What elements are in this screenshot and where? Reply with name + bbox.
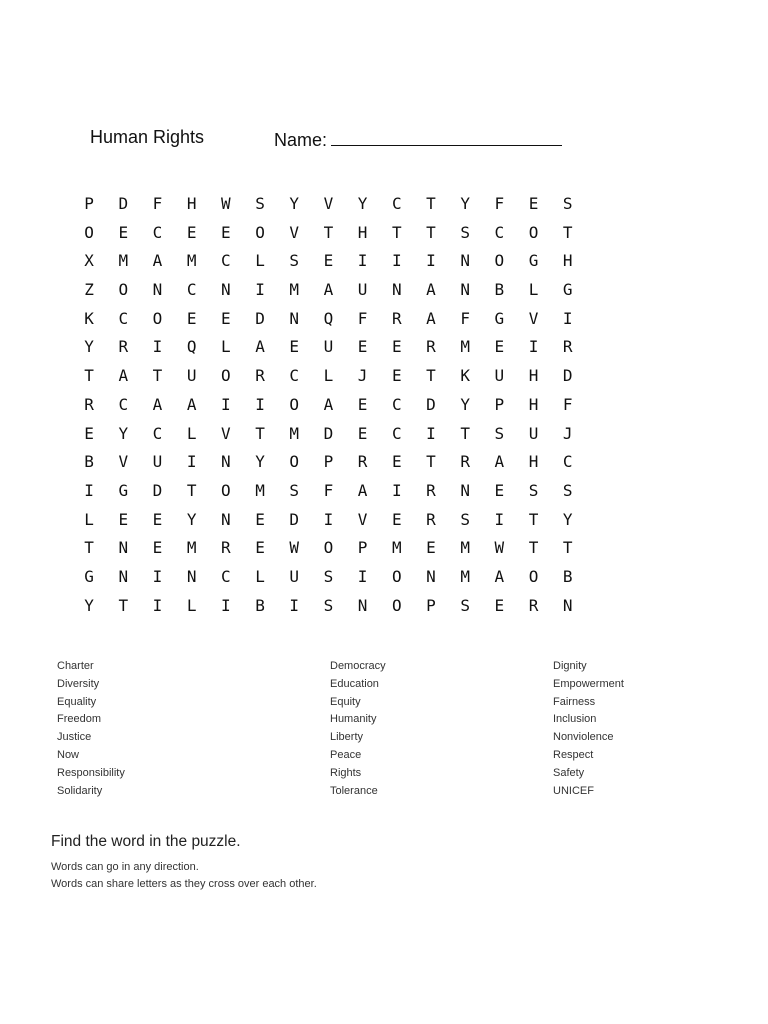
puzzle-letter: M: [460, 337, 470, 357]
word-bank-item: Now: [57, 748, 80, 761]
puzzle-letter: I: [562, 308, 573, 328]
puzzle-letter: R: [255, 366, 265, 386]
puzzle-letter: T: [562, 222, 573, 242]
puzzle-letter: E: [357, 423, 368, 443]
puzzle-letter: R: [460, 452, 470, 472]
worksheet-title: Human Rights: [90, 127, 205, 147]
word-bank-item: Liberty: [330, 731, 364, 744]
puzzle-letter: T: [426, 194, 436, 213]
puzzle-letter: L: [186, 595, 197, 615]
puzzle-letter: N: [118, 538, 129, 558]
puzzle-letter: E: [221, 222, 231, 242]
puzzle-letter: Y: [460, 394, 470, 414]
puzzle-letter: L: [221, 337, 231, 357]
word-bank-item: Tolerance: [330, 784, 378, 797]
puzzle-letter: N: [221, 509, 231, 529]
puzzle-letter: E: [221, 308, 231, 328]
puzzle-letter: W: [494, 538, 505, 558]
puzzle-letter: O: [391, 566, 402, 586]
puzzle-letter: E: [391, 509, 402, 529]
word-bank-item: Charter: [57, 660, 94, 672]
word-bank-item: Education: [330, 677, 379, 690]
word-bank-item: Democracy: [330, 660, 386, 672]
puzzle-letter: O: [391, 595, 402, 615]
puzzle-letter: K: [84, 308, 94, 328]
puzzle-letter: V: [118, 452, 129, 472]
puzzle-letter: E: [152, 538, 163, 558]
puzzle-letter: M: [289, 423, 300, 443]
puzzle-letter: H: [528, 366, 539, 386]
puzzle-letter: T: [323, 222, 334, 242]
word-bank: [57, 658, 697, 808]
puzzle-letter: C: [494, 222, 505, 242]
puzzle-letter: E: [186, 222, 197, 242]
puzzle-letter: N: [221, 452, 231, 472]
word-bank-item: Peace: [330, 748, 362, 761]
puzzle-letter: P: [84, 194, 94, 213]
puzzle-letter: G: [118, 480, 129, 500]
word-bank-item: Responsibility: [57, 766, 125, 779]
puzzle-letter: S: [460, 595, 470, 615]
puzzle-letter: C: [221, 566, 231, 586]
word-bank-item: Dignity: [553, 660, 587, 672]
name-label: Name:: [274, 130, 328, 150]
puzzle-letter: O: [528, 222, 539, 242]
word-search-grid: [72, 190, 585, 620]
word-bank-item: Freedom: [57, 713, 102, 726]
puzzle-letter: O: [84, 222, 94, 242]
puzzle-letter: D: [152, 480, 163, 500]
puzzle-letter: A: [186, 394, 197, 414]
puzzle-letter: R: [84, 394, 94, 414]
puzzle-letter: O: [289, 452, 300, 472]
puzzle-letter: H: [357, 222, 368, 242]
puzzle-letter: Z: [84, 280, 94, 300]
puzzle-letter: E: [494, 480, 505, 500]
puzzle-letter: S: [289, 251, 300, 271]
word-bank-item: Inclusion: [553, 713, 597, 726]
puzzle-letter: N: [289, 308, 300, 328]
puzzle-letter: E: [357, 394, 368, 414]
puzzle-letter: O: [255, 222, 265, 242]
puzzle-letter: O: [221, 366, 231, 386]
puzzle-letter: M: [186, 538, 197, 558]
puzzle-letter: O: [221, 480, 231, 500]
puzzle-letter: C: [391, 194, 402, 213]
puzzle-letter: T: [426, 366, 436, 386]
puzzle-letter: M: [255, 480, 265, 500]
puzzle-letter: C: [391, 423, 402, 443]
puzzle-letter: O: [494, 251, 505, 271]
word-bank-item: Solidarity: [57, 784, 103, 797]
puzzle-letter: C: [152, 222, 163, 242]
puzzle-letter: E: [118, 509, 129, 529]
puzzle-letter: I: [426, 251, 436, 271]
puzzle-letter: M: [118, 251, 129, 271]
puzzle-letter: N: [221, 280, 231, 300]
puzzle-letter: U: [152, 452, 163, 472]
word-bank-column-1: [57, 658, 125, 800]
puzzle-letter: Y: [357, 194, 368, 213]
puzzle-letter: D: [323, 423, 334, 443]
word-bank-column-3: [553, 658, 624, 800]
puzzle-letter: D: [255, 308, 265, 328]
puzzle-letter: T: [562, 538, 573, 558]
puzzle-letter: D: [426, 394, 436, 414]
puzzle-letter: I: [494, 509, 505, 529]
puzzle-letter: N: [118, 566, 129, 586]
puzzle-letter: R: [426, 480, 436, 500]
name-blank-line: [331, 127, 562, 146]
instructions-heading: Find the word in the puzzle.: [51, 833, 241, 850]
puzzle-letter: B: [494, 280, 505, 300]
puzzle-letter: C: [221, 251, 231, 271]
puzzle-letter: V: [528, 308, 539, 328]
puzzle-letter: D: [562, 366, 573, 386]
puzzle-letter: R: [221, 538, 231, 558]
puzzle-letter: C: [118, 308, 129, 328]
puzzle-letter: B: [84, 452, 94, 472]
word-bank-item: Fairness: [553, 695, 596, 708]
puzzle-letter: I: [221, 394, 231, 414]
instructions: [51, 833, 651, 892]
puzzle-letter: I: [391, 251, 402, 271]
puzzle-letter: I: [84, 480, 94, 500]
puzzle-letter: E: [323, 251, 334, 271]
puzzle-letter: C: [152, 423, 163, 443]
puzzle-letter: E: [391, 366, 402, 386]
puzzle-letter: F: [357, 308, 368, 328]
puzzle-letter: M: [460, 566, 470, 586]
puzzle-letter: I: [255, 280, 265, 300]
puzzle-letter: A: [494, 566, 505, 586]
puzzle-letter: P: [494, 394, 505, 414]
word-bank-item: UNICEF: [553, 784, 594, 797]
puzzle-letter: A: [255, 337, 265, 357]
puzzle-letter: O: [118, 280, 129, 300]
puzzle-letter: U: [186, 366, 197, 386]
puzzle-letter: N: [460, 280, 470, 300]
puzzle-letter: E: [84, 423, 94, 443]
word-bank-column-2: [330, 658, 386, 800]
puzzle-letter: I: [357, 251, 368, 271]
puzzle-letter: O: [289, 394, 300, 414]
puzzle-letter: T: [460, 423, 470, 443]
puzzle-letter: X: [84, 251, 94, 271]
puzzle-letter: L: [84, 509, 94, 529]
puzzle-letter: S: [528, 480, 539, 500]
puzzle-letter: U: [528, 423, 539, 443]
puzzle-letter: Y: [84, 595, 94, 615]
puzzle-letter: N: [426, 566, 436, 586]
puzzle-letter: E: [118, 222, 129, 242]
puzzle-letter: A: [426, 308, 436, 328]
puzzle-letter: V: [323, 194, 334, 213]
puzzle-letter: V: [289, 222, 300, 242]
puzzle-letter: G: [494, 308, 505, 328]
puzzle-letter: N: [391, 280, 402, 300]
puzzle-letter: L: [255, 566, 265, 586]
puzzle-letter: E: [357, 337, 368, 357]
puzzle-letter: A: [118, 366, 129, 386]
puzzle-letter: I: [391, 480, 402, 500]
puzzle-letter: S: [289, 480, 300, 500]
puzzle-letter: O: [323, 538, 334, 558]
puzzle-letter: F: [460, 308, 470, 328]
puzzle-letter: N: [562, 595, 573, 615]
puzzle-letter: A: [152, 394, 163, 414]
puzzle-letter: E: [391, 452, 402, 472]
puzzle-letter: H: [186, 194, 197, 213]
puzzle-letter: T: [84, 366, 94, 386]
puzzle-letter: U: [494, 366, 505, 386]
instructions-line: Words can go in any direction.: [51, 861, 199, 873]
puzzle-letter: T: [152, 366, 163, 386]
puzzle-letter: F: [323, 480, 334, 500]
puzzle-letter: C: [186, 280, 197, 300]
puzzle-letter: E: [255, 538, 265, 558]
puzzle-letter: S: [255, 194, 265, 213]
puzzle-letter: C: [118, 394, 129, 414]
puzzle-letter: E: [528, 194, 539, 213]
puzzle-letter: E: [426, 538, 436, 558]
puzzle-letter: A: [494, 452, 505, 472]
puzzle-letter: I: [186, 452, 197, 472]
puzzle-letter: L: [255, 251, 265, 271]
puzzle-letter: A: [152, 251, 163, 271]
word-bank-item: Humanity: [330, 713, 377, 726]
puzzle-letter: A: [323, 394, 334, 414]
puzzle-letter: E: [494, 595, 505, 615]
puzzle-letter: E: [186, 308, 197, 328]
puzzle-letter: T: [528, 509, 539, 529]
puzzle-letter: W: [221, 194, 231, 213]
puzzle-letter: L: [186, 423, 197, 443]
puzzle-letter: T: [255, 423, 265, 443]
puzzle-letter: D: [289, 509, 300, 529]
puzzle-letter: P: [357, 538, 368, 558]
puzzle-letter: A: [357, 480, 368, 500]
puzzle-letter: K: [460, 366, 470, 386]
puzzle-letter: R: [528, 595, 539, 615]
word-bank-item: Justice: [57, 731, 92, 744]
puzzle-letter: I: [221, 595, 231, 615]
puzzle-letter: N: [357, 595, 368, 615]
puzzle-letter: I: [528, 337, 539, 357]
puzzle-letter: S: [323, 566, 334, 586]
puzzle-letter: E: [494, 337, 505, 357]
puzzle-letter: D: [118, 194, 129, 213]
puzzle-letter: H: [528, 452, 539, 472]
puzzle-letter: R: [562, 337, 573, 357]
puzzle-letter: I: [426, 423, 436, 443]
puzzle-letter: S: [562, 480, 573, 500]
puzzle-letter: U: [289, 566, 300, 586]
puzzle-letter: R: [357, 452, 368, 472]
puzzle-letter: I: [152, 595, 163, 615]
puzzle-letter: G: [528, 251, 539, 271]
puzzle-letter: I: [289, 595, 300, 615]
puzzle-letter: F: [152, 194, 163, 213]
puzzle-letter: U: [323, 337, 334, 357]
puzzle-letter: T: [426, 452, 436, 472]
puzzle-letter: Y: [118, 423, 129, 443]
puzzle-letter: A: [323, 280, 334, 300]
puzzle-letter: N: [460, 251, 470, 271]
puzzle-letter: J: [562, 423, 573, 443]
puzzle-letter: O: [152, 308, 163, 328]
puzzle-letter: B: [562, 566, 573, 586]
puzzle-letter: U: [357, 280, 368, 300]
instructions-line: Words can share letters as they cross over each other.: [51, 877, 317, 890]
puzzle-letter: W: [289, 538, 300, 558]
word-bank-item: Rights: [330, 766, 362, 779]
puzzle-letter: G: [562, 280, 573, 300]
puzzle-letter: E: [391, 337, 402, 357]
name-field: [274, 127, 562, 151]
puzzle-letter: V: [357, 509, 368, 529]
puzzle-letter: M: [186, 251, 197, 271]
puzzle-letter: S: [460, 222, 470, 242]
puzzle-letter: N: [186, 566, 197, 586]
puzzle-letter: R: [391, 308, 402, 328]
puzzle-letter: E: [152, 509, 163, 529]
puzzle-letter: M: [391, 538, 402, 558]
puzzle-letter: Q: [323, 308, 334, 328]
puzzle-letter: P: [426, 595, 436, 615]
puzzle-letter: S: [562, 194, 573, 213]
word-bank-item: Equity: [330, 695, 361, 708]
puzzle-letter: S: [323, 595, 334, 615]
puzzle-letter: A: [426, 280, 436, 300]
puzzle-letter: R: [118, 337, 129, 357]
puzzle-letter: I: [152, 566, 163, 586]
puzzle-letter: T: [426, 222, 436, 242]
puzzle-letter: E: [289, 337, 300, 357]
puzzle-letter: B: [255, 595, 265, 615]
word-bank-item: Respect: [553, 748, 594, 761]
puzzle-letter: C: [562, 452, 573, 472]
puzzle-letter: T: [84, 538, 94, 558]
puzzle-letter: H: [528, 394, 539, 414]
puzzle-letter: Y: [289, 194, 300, 213]
puzzle-letter: N: [460, 480, 470, 500]
puzzle-letter: H: [562, 251, 573, 271]
puzzle-letter: T: [186, 480, 197, 500]
puzzle-letter: R: [426, 509, 436, 529]
puzzle-letter: P: [323, 452, 334, 472]
word-bank-item: Nonviolence: [553, 731, 614, 744]
puzzle-letter: I: [255, 394, 265, 414]
puzzle-letter: F: [562, 394, 573, 414]
puzzle-letter: T: [118, 595, 129, 615]
puzzle-letter: I: [152, 337, 163, 357]
puzzle-letter: M: [289, 280, 300, 300]
puzzle-letter: Y: [562, 509, 573, 529]
puzzle-letter: V: [221, 423, 231, 443]
puzzle-letter: Y: [460, 194, 470, 213]
puzzle-letter: Y: [186, 509, 197, 529]
puzzle-letter: T: [528, 538, 539, 558]
puzzle-letter: L: [528, 280, 539, 300]
puzzle-letter: S: [460, 509, 470, 529]
puzzle-letter: N: [152, 280, 163, 300]
puzzle-letter: O: [528, 566, 539, 586]
puzzle-letter: I: [357, 566, 368, 586]
puzzle-letter: S: [494, 423, 505, 443]
puzzle-letter: C: [289, 366, 300, 386]
word-bank-item: Safety: [553, 766, 585, 779]
puzzle-letter: T: [391, 222, 402, 242]
puzzle-letter: F: [494, 194, 505, 213]
word-bank-item: Empowerment: [553, 677, 624, 690]
puzzle-letter: J: [357, 366, 368, 386]
puzzle-letter: I: [323, 509, 334, 529]
word-bank-item: Diversity: [57, 677, 100, 690]
puzzle-letter: Y: [84, 337, 94, 357]
puzzle-letter: R: [426, 337, 436, 357]
puzzle-letter: Q: [186, 337, 197, 357]
puzzle-letter: M: [460, 538, 470, 558]
puzzle-letter: G: [84, 566, 94, 586]
puzzle-letter: E: [255, 509, 265, 529]
puzzle-letter: C: [391, 394, 402, 414]
puzzle-letter: Y: [255, 452, 265, 472]
word-bank-item: Equality: [57, 695, 97, 708]
puzzle-letter: L: [323, 366, 334, 386]
